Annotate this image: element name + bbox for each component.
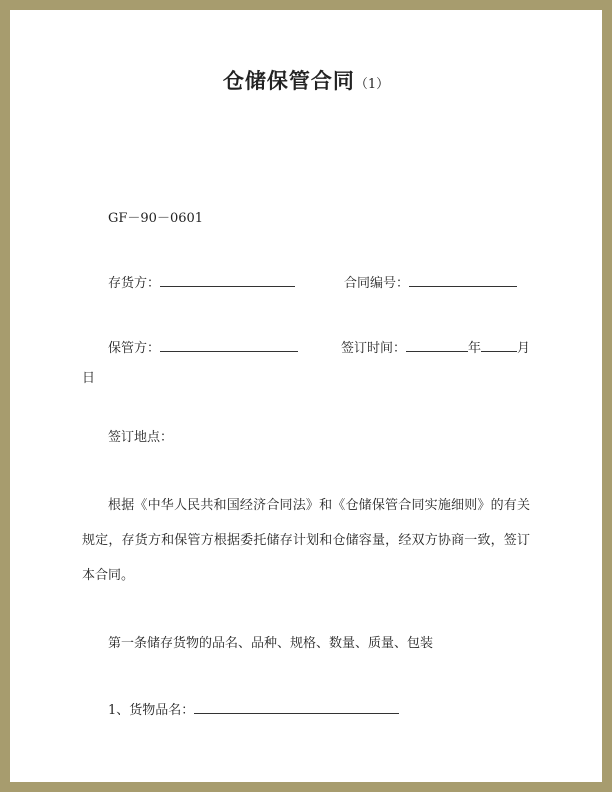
item-1-line <box>82 700 530 719</box>
custodian-label: 保管方： <box>108 341 161 356</box>
document-content <box>10 10 602 782</box>
contract-no-field <box>344 273 530 292</box>
sign-time-label: 签订时间： <box>340 341 406 356</box>
month-label: 月 <box>516 341 530 356</box>
depositor-label: 存货方： <box>108 276 161 291</box>
title-text: 仓储保管合同 <box>222 68 355 93</box>
basis-paragraph: 根据《中华人民共和国经济合同法》和《仓储保管合同实施细则》的有关规定，存货方和保管方根据委托储存计划和仓储容量，经双方协商一致，签订本合同。 <box>82 498 530 583</box>
sign-time-month-blank <box>481 338 517 352</box>
custodian-field <box>82 338 341 357</box>
item-1-blank-line <box>194 700 399 714</box>
sign-place-label: 签订地点： <box>108 430 174 445</box>
document-title <box>82 10 530 98</box>
title-suffix: （1） <box>354 77 390 92</box>
article-1-heading: 第一条储存货物的品名、品种、规格、数量、质量、包装 <box>108 636 434 651</box>
depositor-blank-line <box>160 273 295 287</box>
contract-no-blank-line <box>409 273 517 287</box>
custodian-blank-line <box>160 338 298 352</box>
sign-time-field <box>341 338 530 357</box>
doc-code: GF－90－0601 <box>108 211 204 226</box>
sign-time-year-blank <box>406 338 468 352</box>
year-label: 年 <box>467 341 481 356</box>
field-row-parties-1 <box>82 273 530 292</box>
depositor-field <box>82 273 344 292</box>
day-label: 日 <box>82 371 96 386</box>
item-1-label: 1、货物品名： <box>108 703 195 718</box>
contract-no-label: 合同编号： <box>344 276 410 291</box>
field-row-parties-2 <box>82 338 530 357</box>
